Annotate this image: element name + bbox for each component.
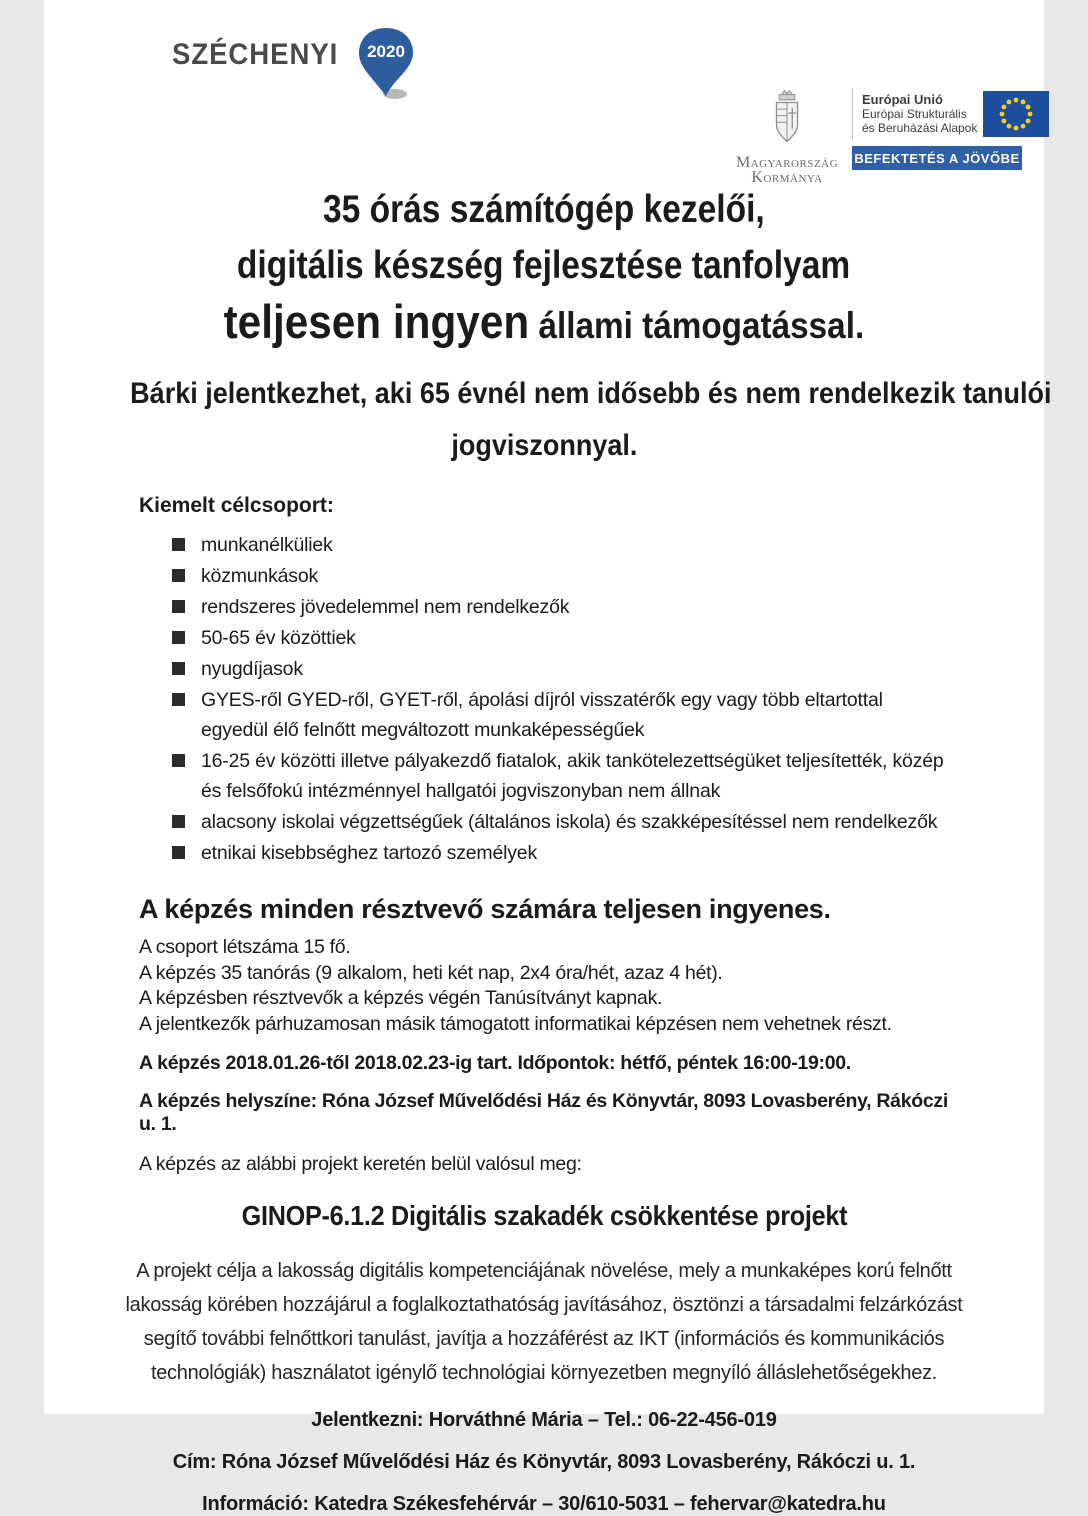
list-item: [139, 654, 949, 684]
map-pin-2020-icon: [355, 26, 417, 105]
list-item-text: etnikai kisebbséghez tartozó személyek: [201, 842, 537, 864]
bullet-square-icon: [172, 815, 185, 828]
subtitle-line1: Bárki jelentkezhet, aki 65 évnél nem idősebb és nem rendelkezik tanulói: [130, 377, 1052, 410]
subtitle-line2: jogviszonnyal.: [450, 429, 638, 462]
list-item: [139, 530, 949, 560]
contact-address-line: Cím: Róna József Művelődési Ház és Könyvtár, 8093 Lovasberény, Rákóczi u. 1.: [172, 1451, 916, 1473]
title-line1: 35 órás számítógép kezelői,: [323, 188, 765, 231]
investment-future-banner: BEFEKTETÉS A JÖVŐBE: [852, 146, 1022, 170]
eu-flag-icon: [983, 91, 1049, 137]
list-item: [139, 623, 949, 653]
title-line2: digitális készség fejlesztése tanfolyam: [237, 244, 851, 287]
bullet-square-icon: [172, 631, 185, 644]
project-intro-line: A képzés az alábbi projekt keretén belül valósul meg:: [139, 1153, 582, 1175]
project-heading: [99, 1200, 989, 1232]
szechenyi-2020-logo: [172, 26, 417, 105]
hungarian-government-logo: [728, 88, 846, 185]
bullet-square-icon: [172, 693, 185, 706]
list-item: [139, 592, 949, 622]
bullet-square-icon: [172, 538, 185, 551]
pin-badge-year: 2020: [366, 42, 405, 61]
target-group-heading: Kiemelt célcsoport:: [139, 494, 334, 517]
free-course-heading: A képzés minden résztvevő számára teljesen ingyenes.: [139, 894, 831, 924]
flyer-content: [44, 186, 1052, 1516]
contact-info-line: Információ: Katedra Székesfehérvár – 30/610-5031 – fehervar@katedra.hu: [202, 1493, 886, 1515]
list-item: [139, 746, 949, 806]
eu-line3: és Beruházási Alapok: [862, 121, 978, 135]
eligibility-subtitle: [79, 368, 1052, 472]
list-item: [139, 838, 949, 868]
project-description: A projekt célja a lakosság digitális kompetenciájának növelése, mely a munkaképes korú felnőtt lakosság körében hozzájárul a foglalkoztathatóság javításához, ösztönzi a társadalmi felzárkózást segítő további felnőttkori tanulást, javítja a hozzáférést az IKT (információs és kommunikációs technológiák) használatot igénylő technológiai környezetben megnyíló álláslehetőségekhez.: [125, 1260, 963, 1384]
bullet-square-icon: [172, 846, 185, 859]
eu-line2: Európai Strukturális: [862, 107, 967, 121]
government-name-line2: Kormánya: [751, 169, 823, 186]
eu-line1: Európai Unió: [862, 92, 943, 107]
title-line3-rest: állami támogatással.: [529, 305, 865, 346]
list-item-text: munkanélküliek: [201, 534, 333, 556]
course-detail-line: A csoport létszáma 15 fő.: [139, 936, 351, 958]
course-detail-line: A képzésben résztvevők a képzés végén Tanúsítványt kapnak.: [139, 987, 663, 1009]
government-name-line1: Magyarország: [735, 154, 839, 171]
list-item-text: 50-65 év közöttiek: [201, 627, 356, 649]
location-line: A képzés helyszíne: Róna József Művelődési Ház és Könyvtár, 8093 Lovasberény, Rákóczi u. 1.: [139, 1090, 948, 1135]
government-eu-block: [728, 88, 1022, 185]
title-free-emphasis: teljesen ingyen: [223, 295, 530, 348]
main-title: [79, 186, 1009, 358]
eu-funds-label: [852, 88, 1022, 140]
list-item-text: 16-25 év közötti illetve pályakezdő fiatalok, akik tankötelezettségüket teljesítették, közép és felsőfokú intézménnyel hallgatói jogviszonyban nem állnak: [201, 750, 944, 802]
course-detail-line: A képzés 35 tanórás (9 alkalom, heti két nap, 2x4 óra/hét, azaz 4 hét).: [139, 961, 723, 984]
list-item: [139, 685, 949, 745]
list-item-text: rendszeres jövedelemmel nem rendelkezők: [201, 596, 570, 618]
bullet-square-icon: [172, 662, 185, 675]
bullet-square-icon: [172, 754, 185, 767]
schedule-line: A képzés 2018.01.26-től 2018.02.23-ig tart. Időpontok: hétfő, péntek 16:00-19:00.: [139, 1052, 851, 1074]
eu-funds-block: [852, 88, 1022, 170]
project-heading-text: GINOP-6.1.2 Digitális szakadék csökkentése projekt: [241, 1200, 847, 1231]
contact-apply-line: Jelentkezni: Horváthné Mária – Tel.: 06-22-456-019: [311, 1409, 777, 1431]
list-item-text: nyugdíjasok: [201, 658, 303, 680]
flyer-page: [44, 0, 1052, 1515]
course-detail-line: A jelentkezők párhuzamosan másik támogatott informatikai képzésen nem vehetnek részt.: [139, 1012, 892, 1035]
hungary-coat-of-arms-icon: [767, 88, 807, 146]
list-item: [139, 561, 949, 591]
list-item: [139, 807, 949, 837]
list-item-text: közmunkások: [201, 565, 319, 587]
bullet-square-icon: [172, 600, 185, 613]
target-group-list: [139, 530, 949, 868]
list-item-text: alacsony iskolai végzettségűek (általános iskola) és szakképesítéssel nem rendelkezők: [201, 811, 938, 833]
list-item-text: GYES-ről GYED-ről, GYET-ről, ápolási díjról visszatérők egy vagy több eltartottal egyedül élő felnőtt megváltozott munkaképességűek: [201, 689, 883, 741]
szechenyi-logo-text: SZÉCHENYI: [172, 38, 339, 71]
course-details: [139, 935, 949, 1037]
bullet-square-icon: [172, 569, 185, 582]
